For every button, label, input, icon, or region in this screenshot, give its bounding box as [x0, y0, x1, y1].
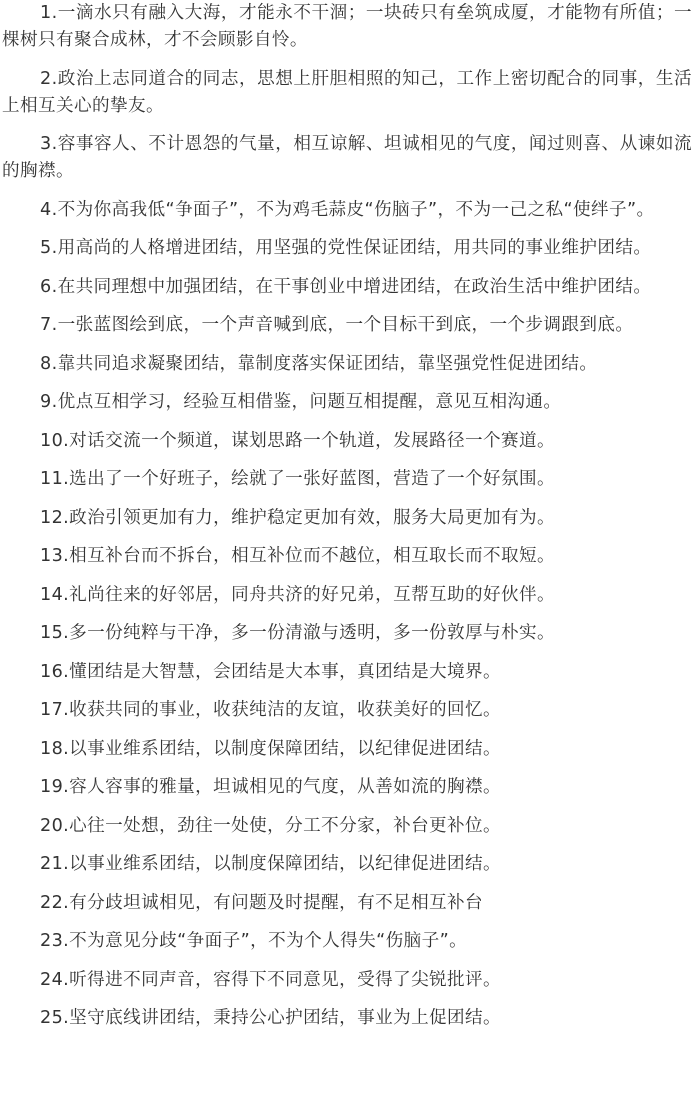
paragraph: 23.不为意见分歧“争面子”，不为个人得失“伤脑子”。 [40, 931, 468, 951]
paragraph: 10.对话交流一个频道，谋划思路一个轨道，发展路径一个赛道。 [40, 430, 556, 451]
paragraph: 3.容事容人、不计恩怨的气量，相互谅解、坦诚相见的气度，闻过则喜、从谏如流的胸襟。 [2, 134, 692, 181]
paragraph: 16.懂团结是大智慧，会团结是大本事，真团结是大境界。 [40, 661, 502, 682]
paragraph: 24.听得进不同声音，容得下不同意见，受得了尖锐批评。 [40, 969, 502, 990]
paragraph: 1.一滴水只有融入大海，才能永不干涸；一块砖只有垒筑成厦，才能物有所值；一棵树只有聚合成林，才不会顾影自怜。 [2, 3, 692, 50]
paragraph: 12.政治引领更加有力，维护稳定更加有效，服务大局更加有为。 [40, 507, 556, 528]
paragraph: 15.多一份纯粹与干净，多一份清澈与透明，多一份敦厚与朴实。 [40, 623, 556, 643]
paragraph: 25.坚守底线讲团结，秉持公心护团结，事业为上促团结。 [40, 1008, 502, 1028]
paragraph: 8.靠共同追求凝聚团结，靠制度落实保证团结，靠坚强党性促进团结。 [40, 353, 598, 374]
paragraph: 21.以事业维系团结，以制度保障团结，以纪律促进团结。 [40, 854, 502, 874]
paragraph: 22.有分歧坦诚相见，有问题及时提醒，有不足相互补台 [40, 892, 484, 913]
paragraph: 18.以事业维系团结，以制度保障团结，以纪律促进团结。 [40, 738, 502, 759]
paragraph: 5.用高尚的人格增进团结，用坚强的党性保证团结，用共同的事业维护团结。 [40, 238, 652, 258]
paragraph: 6.在共同理想中加强团结，在干事创业中增进团结，在政治生活中维护团结。 [40, 276, 652, 297]
paragraph: 14.礼尚往来的好邻居，同舟共济的好兄弟，互帮互助的好伙伴。 [40, 584, 556, 605]
paragraph: 11.选出了一个好班子，绘就了一张好蓝图，营造了一个好氛围。 [40, 469, 556, 489]
paragraph: 4.不为你高我低“争面子”，不为鸡毛蒜皮“伤脑子”，不为一己之私“使绊子”。 [40, 199, 655, 220]
paragraph: 13.相互补台而不拆台，相互补位而不越位，相互取长而不取短。 [40, 546, 556, 566]
paragraph: 19.容人容事的雅量，坦诚相见的气度，从善如流的胸襟。 [40, 777, 502, 797]
paragraph: 7.一张蓝图绘到底，一个声音喊到底，一个目标干到底，一个步调跟到底。 [40, 315, 634, 335]
paragraph: 2.政治上志同道合的同志，思想上肝胆相照的知己，工作上密切配合的同事，生活上相互关心的挚友。 [2, 68, 692, 116]
paragraph: 17.收获共同的事业，收获纯洁的友谊，收获美好的回忆。 [40, 700, 502, 720]
paragraph: 9.优点互相学习，经验互相借鉴，问题互相提醒，意见互相沟通。 [40, 392, 562, 412]
article-body [2, 0, 692, 1044]
paragraph: 20.心往一处想，劲往一处使，分工不分家，补台更补位。 [40, 815, 502, 836]
